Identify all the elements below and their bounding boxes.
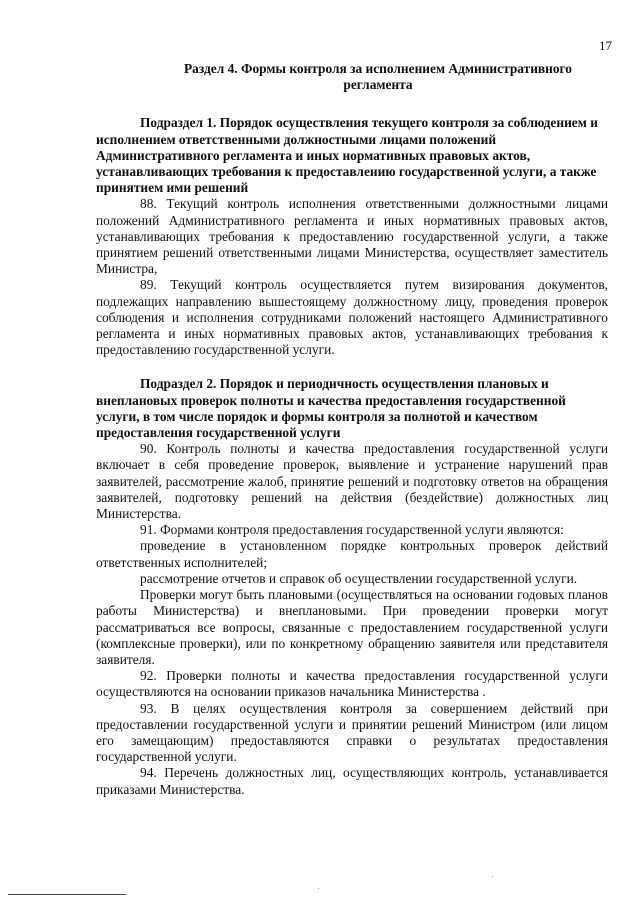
paragraph-91: 91. Формами контроля предоставления государственной услуги являются:	[140, 522, 564, 538]
paragraph-91-item-2: рассмотрение отчетов и справок об осуществлении государственной услуги.	[140, 570, 578, 586]
subsection-2-title: Подраздел 2. Порядок и периодичность осуществления плановых и внеплановых проверок полноты и качества предоставления государственной услуги, в том числе порядок и формы контроля за полнотой и качеством предоставления государственной услуги	[96, 376, 566, 441]
paragraph-88: 88. Текущий контроль исполнения ответственными должностными лицами положений Административного регламента и иных нормативных правовых актов, устанавливающих требования к предоставлению государственной услуги, а также принятием решений ответственными лицами Министерства, осуществляет заместитель Министра,	[96, 196, 608, 277]
section-title: Раздел 4. Формы контроля за исполнением Административного регламента	[183, 61, 572, 93]
scan-speck	[492, 876, 493, 877]
paragraph-94: 94. Перечень должностных лиц, осуществляющих контроль, устанавливается приказами Министерства.	[96, 765, 608, 797]
paragraph-92: 92. Проверки полноты и качества предоставления государственной услуги осуществляются на основании приказов начальника Министерства .	[96, 668, 608, 700]
scan-speck	[318, 888, 319, 889]
paragraph-inspections: Проверки могут быть плановыми (осуществляться на основании годовых планов работы Министерства) и внеплановыми. При проведении проверки могут рассматриваться все вопросы, связанные с предоставлением государственной услуги (комплексные проверки), или по конкретному обращению заявителя или представителя заявителя.	[96, 587, 608, 667]
paragraph-93: 93. В целях осуществления контроля за совершением действий при предоставлении государственной услуги и принятии решений Министром (или лицом его замещающим) предоставляются справки о результатах предоставления государственной услуги.	[96, 700, 608, 765]
paragraph-90: 90. Контроль полноты и качества предоставления государственной услуги включает в себя проведение проверок, выявление и устранение нарушений прав заявителей, рассмотрение жалоб, принятие решений и подготовку ответов на обращения заявителей, подготовку решений на действия (бездействие) должностных лиц Министерства.	[96, 441, 608, 522]
document-body	[96, 61, 608, 798]
page-number: 17	[599, 38, 612, 53]
paragraph-91-item-1: проведение в установленном порядке контрольных проверок действий ответственных исполнителей;	[96, 538, 608, 570]
subsection-2	[96, 376, 608, 797]
paragraph-89: 89. Текущий контроль осуществляется путем визирования документов, подлежащих направлению вышестоящему должностному лицу, проведения проверок соблюдения и исполнения сотрудниками положений настоящего Административного регламента и иных нормативных правовых актов, устанавливающих требования к предоставлению государственной услуги.	[96, 277, 608, 358]
spacer	[96, 358, 608, 376]
subsection-1	[96, 115, 608, 358]
footnote-rule	[8, 894, 126, 895]
subsection-1-title: Подраздел 1. Порядок осуществления текущего контроля за соблюдением и исполнением ответственными должностными лицами положений Административного регламента и иных нормативных правовых актов, устанавливающих требования к предоставлению государственной услуги, а также принятием ими решений	[96, 115, 598, 196]
